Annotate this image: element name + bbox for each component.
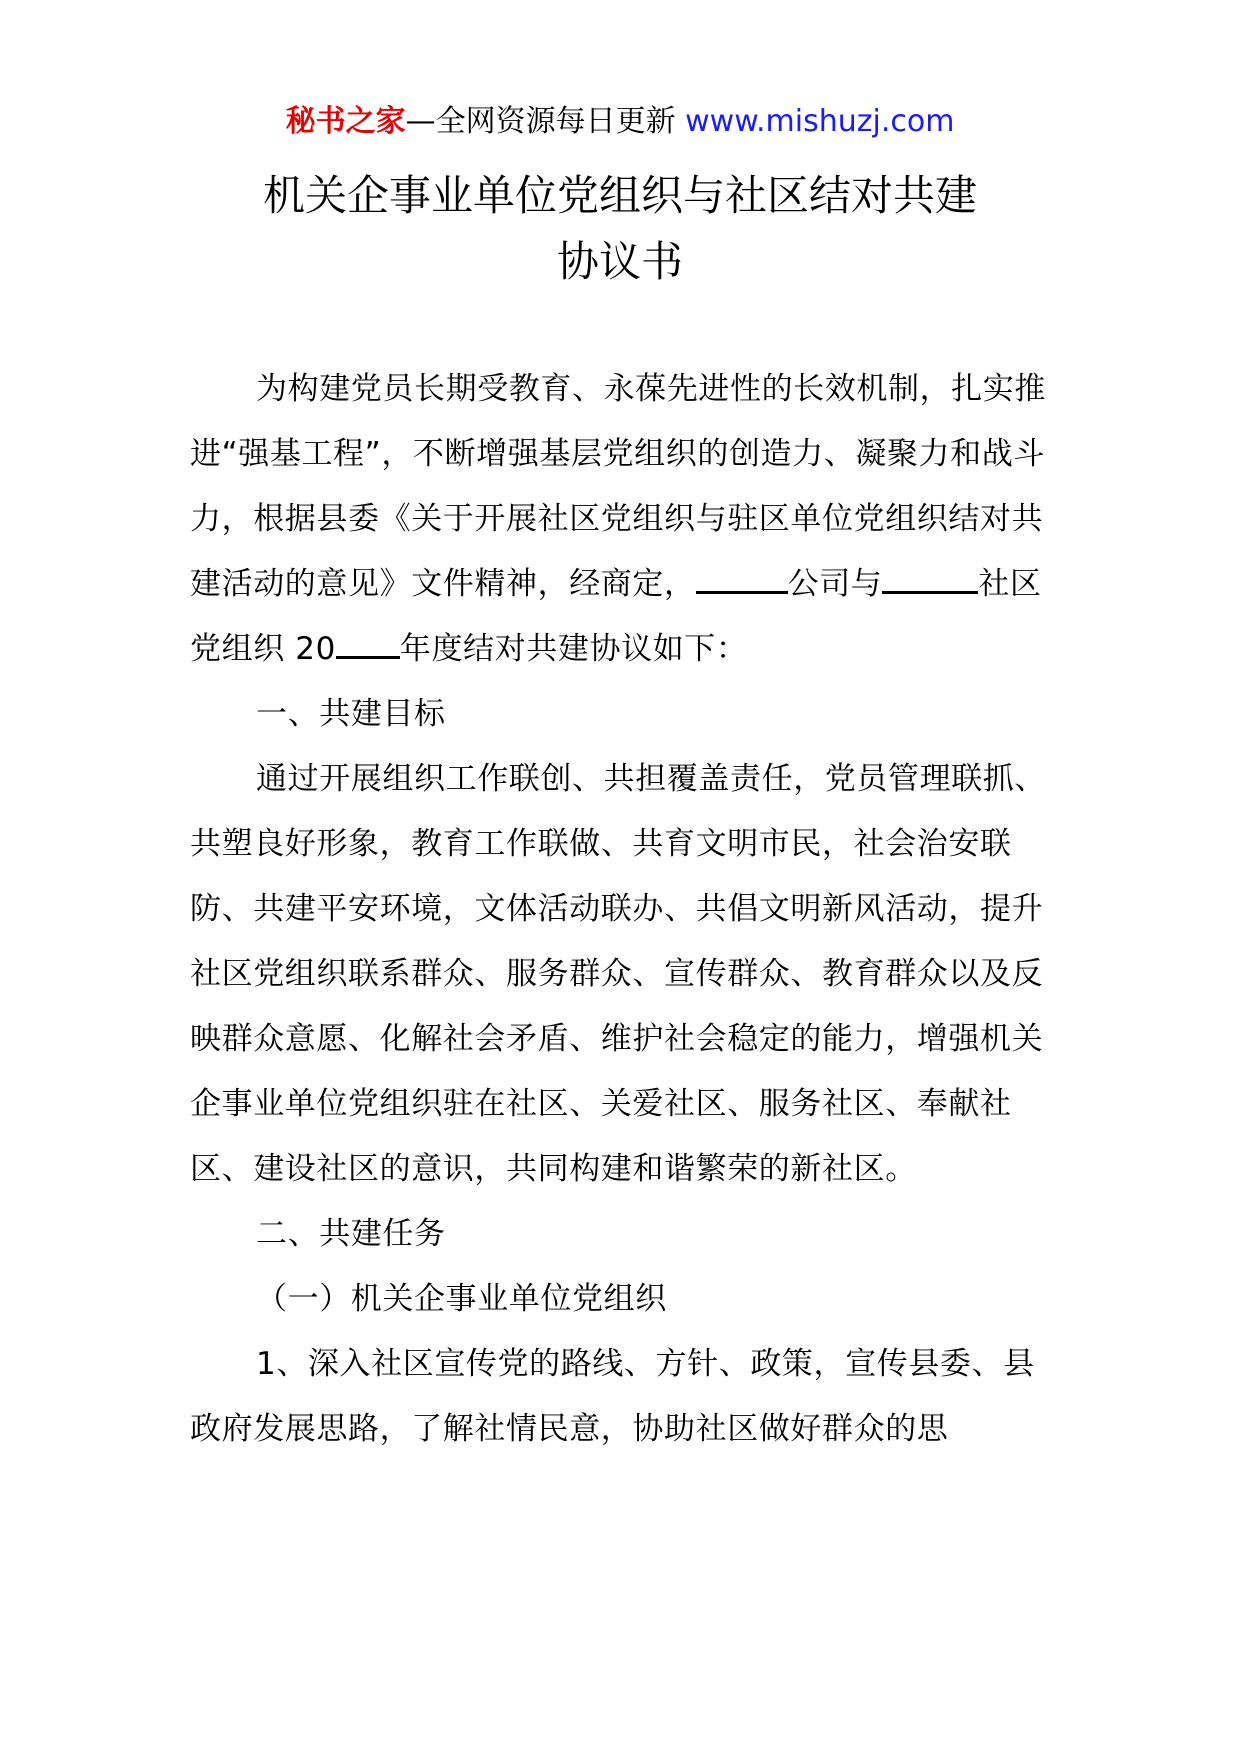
watermark-header [0,100,1240,144]
section-2-heading: 二、共建任务 [256,1216,446,1252]
section-1-paragraph: 通过开展组织工作联创、共担覆盖责任，党员管理联抓、共塑良好形象，教育工作联做、共育文明市民，社会治安联防、共建平安环境，文体活动联办、共倡文明新风活动，提升社区党组织联系群众、服务群众、宣传群众、教育群众以及反映群众意愿、化解社会矛盾、维护社会稳定的能力，增强机关企事业单位党组织驻在社区、关爱社区、服务社区、奉献社区、建设社区的意识，共同构建和谐繁荣的新社区。 [190,761,1046,1187]
intro-text-2: 公司与 [787,566,883,602]
section-2-item-1: 1、深入社区宣传党的路线、方针、政策，宣传县委、县政府发展思路，了解社情民意，协助社区做好群众的思 [190,1346,1035,1447]
community-blank [882,565,978,594]
document-title [0,163,1240,295]
intro-text-1: 为构建党员长期受教育、永葆先进性的长效机制，扎实推进“强基工程”，不断增强基层党组织的创造力、凝聚力和战斗力，根据县委《关于开展社区党组织与驻区单位党组织结对共建活动的意见》文件精神，经商定， [190,371,1046,602]
intro-paragraph [190,357,1050,682]
title-line-2: 协议书 [556,237,683,286]
document-body [190,357,1050,1462]
year-blank [336,630,400,659]
section-2-subheading: （一）机关企事业单位党组织 [256,1281,667,1317]
company-blank [696,565,774,594]
intro-text-4: 年度结对共建协议如下： [399,631,748,667]
intro-text-3: 社区党组织 20 [190,566,1042,667]
site-url-link[interactable]: www.mishuzj.com [685,104,955,139]
brand-name: 秘书之家 [285,104,406,139]
company-blank-tail [774,565,788,594]
header-tagline: —全网资源每日更新 [405,104,686,139]
section-1-heading: 一、共建目标 [256,696,446,732]
title-line-1: 机关企事业单位党组织与社区结对共建 [262,171,977,220]
